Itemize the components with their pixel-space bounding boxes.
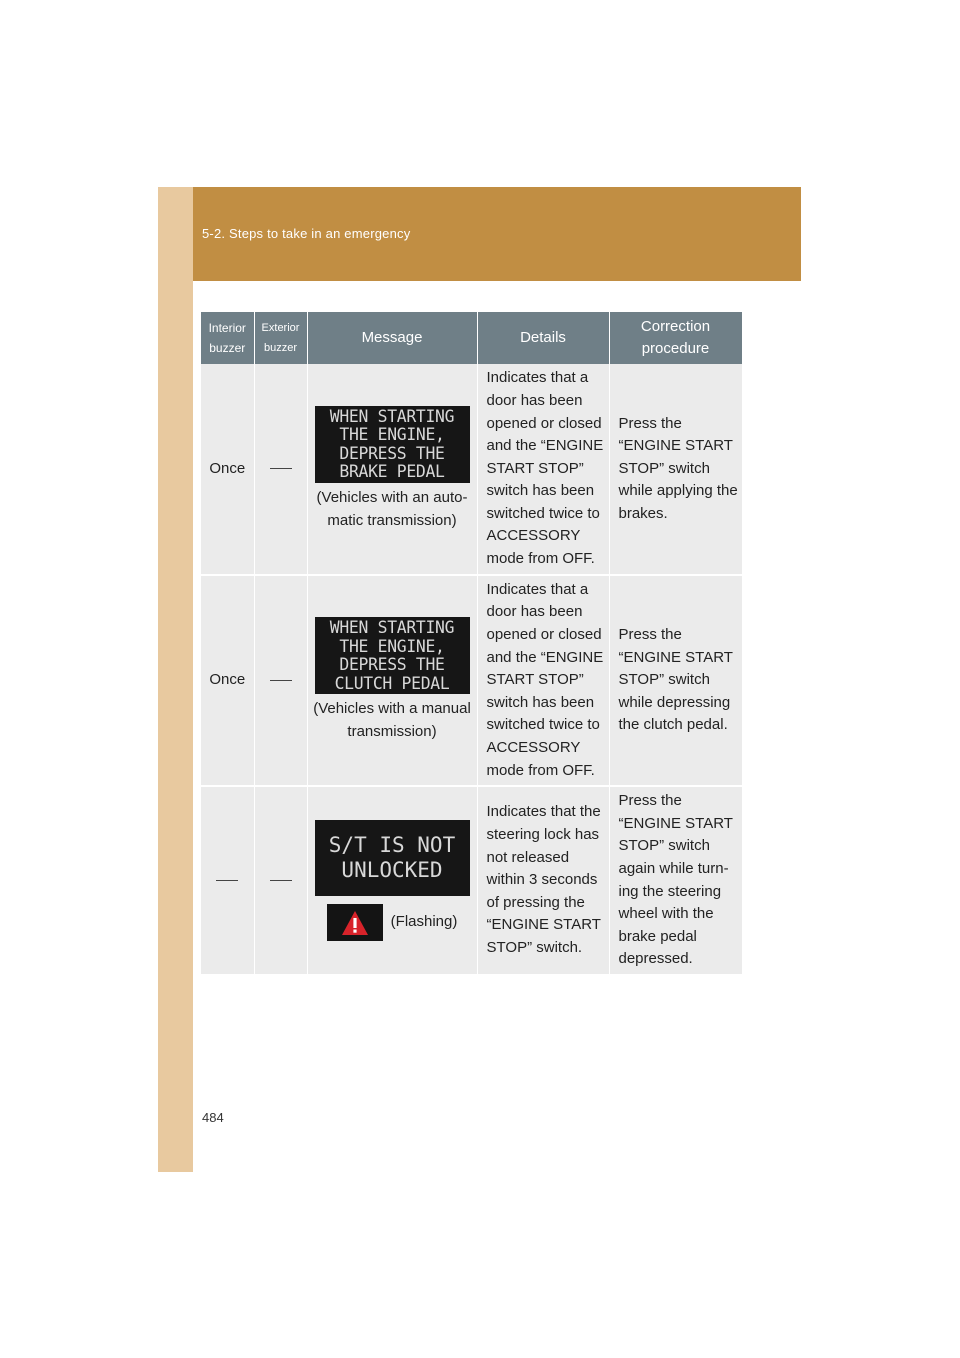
interior-buzzer-cell: Once [201, 364, 254, 575]
correction-cell: Press the “ENGINE START STOP” switch while depressing the clutch pedal. [609, 575, 742, 786]
lcd-message-display: S/T IS NOT UNLOCKED [315, 820, 470, 896]
section-title: 5-2. Steps to take in an emergency [202, 226, 411, 241]
table-row [201, 575, 742, 786]
exterior-buzzer-cell [254, 786, 307, 974]
dash-mark [216, 880, 238, 881]
message-cell [307, 575, 477, 786]
table-row [201, 364, 742, 575]
header-exterior-buzzer: Exterior buzzer [254, 312, 307, 364]
header-details: Details [477, 312, 609, 364]
dash-mark [270, 880, 292, 881]
header-interior-buzzer: Interior buzzer [201, 312, 254, 364]
lcd-message-display: WHEN STARTING THE ENGINE, DEPRESS THE CLUTCH PEDAL [315, 617, 470, 694]
flashing-label: (Flashing) [390, 913, 458, 931]
table-header-row [201, 312, 742, 364]
correction-cell: Press the “ENGINE START STOP” switch while applying the brakes. [609, 364, 742, 575]
message-caption: (Vehicles with a manual transmission) [313, 700, 471, 740]
dash-mark [270, 468, 292, 469]
interior-buzzer-cell [201, 786, 254, 974]
correction-cell: Press the “ENGINE START STOP” switch again while turn- ing the steering wheel with the brake pedal depressed. [609, 786, 742, 974]
details-cell: Indicates that the steering lock has not released within 3 seconds of pressing the “ENGINE START STOP” switch. [477, 786, 609, 974]
warning-message-table [201, 312, 743, 974]
exterior-buzzer-cell [254, 575, 307, 786]
table-row [201, 786, 742, 974]
header-correction-procedure: Correction procedure [609, 312, 742, 364]
page-side-tab [158, 187, 193, 1172]
exterior-buzzer-cell [254, 364, 307, 575]
dash-mark [270, 680, 292, 681]
message-cell [307, 786, 477, 974]
details-cell: Indicates that a door has been opened or closed and the “ENGINE START STOP” switch has been switched twice to ACCESSORY mode from OFF. [477, 364, 609, 575]
message-cell [307, 364, 477, 575]
details-cell: Indicates that a door has been opened or closed and the “ENGINE START STOP” switch has been switched twice to ACCESSORY mode from OFF. [477, 575, 609, 786]
page-number: 484 [202, 1110, 224, 1125]
message-caption: (Vehicles with an auto- matic transmission) [316, 488, 468, 529]
header-message: Message [307, 312, 477, 364]
flashing-indicator [312, 904, 473, 941]
interior-buzzer-cell: Once [201, 575, 254, 786]
lcd-message-display: WHEN STARTING THE ENGINE, DEPRESS THE BRAKE PEDAL [315, 406, 470, 483]
warning-triangle-icon [327, 904, 383, 941]
